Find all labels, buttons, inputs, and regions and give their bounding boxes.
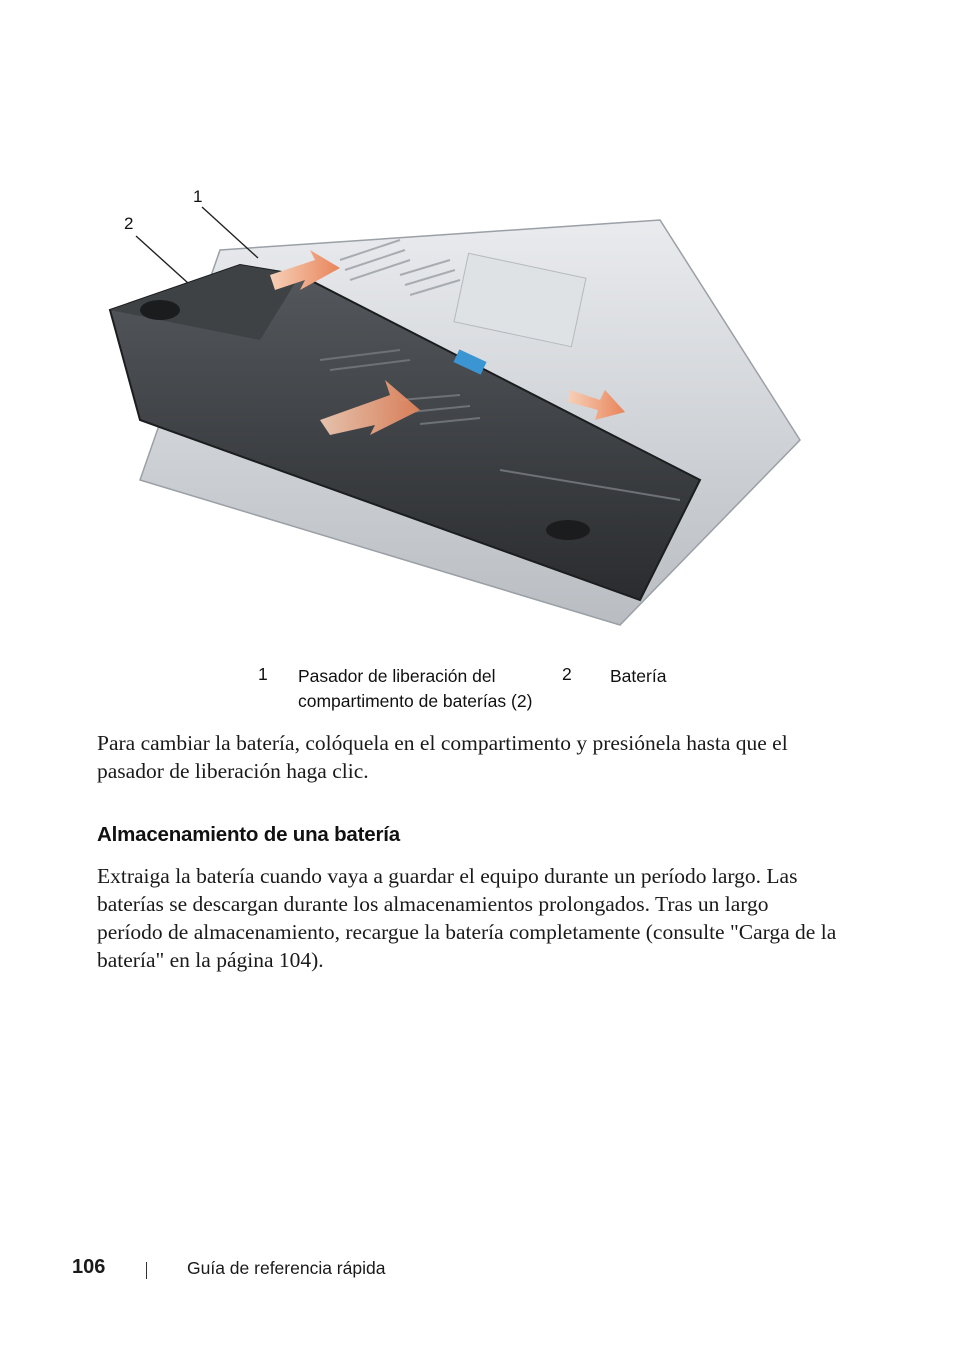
page-number: 106 [72, 1256, 106, 1278]
legend-item2-number: 2 [562, 664, 572, 684]
paragraph-battery-storage: Extraiga la batería cuando vaya a guardar el equipo durante un período largo. Las baterías se descargan durante los almacenamientos prolongados. Tras un largo período de almacenamiento, recargue la batería completamente (consulte "Carga de la batería" en la página 104). [97, 864, 837, 972]
section-heading: Almacenamiento de una batería [97, 823, 400, 846]
legend-item2-text: Batería [610, 666, 667, 686]
laptop-battery-illustration [100, 180, 820, 640]
callout-2: 2 [124, 214, 134, 233]
paragraph-battery-insert: Para cambiar la batería, colóquela en el compartimento y presiónela hasta que el pasador de liberación haga clic. [97, 731, 788, 783]
legend-item1-number: 1 [258, 664, 268, 684]
footer-separator [146, 1262, 147, 1279]
legend-item1-line1: Pasador de liberación del [298, 666, 496, 686]
legend-item1-text [298, 664, 532, 714]
footer-title: Guía de referencia rápida [187, 1258, 386, 1278]
callout-1: 1 [193, 187, 203, 206]
legend-item1-line2: compartimento de baterías (2) [298, 691, 533, 711]
